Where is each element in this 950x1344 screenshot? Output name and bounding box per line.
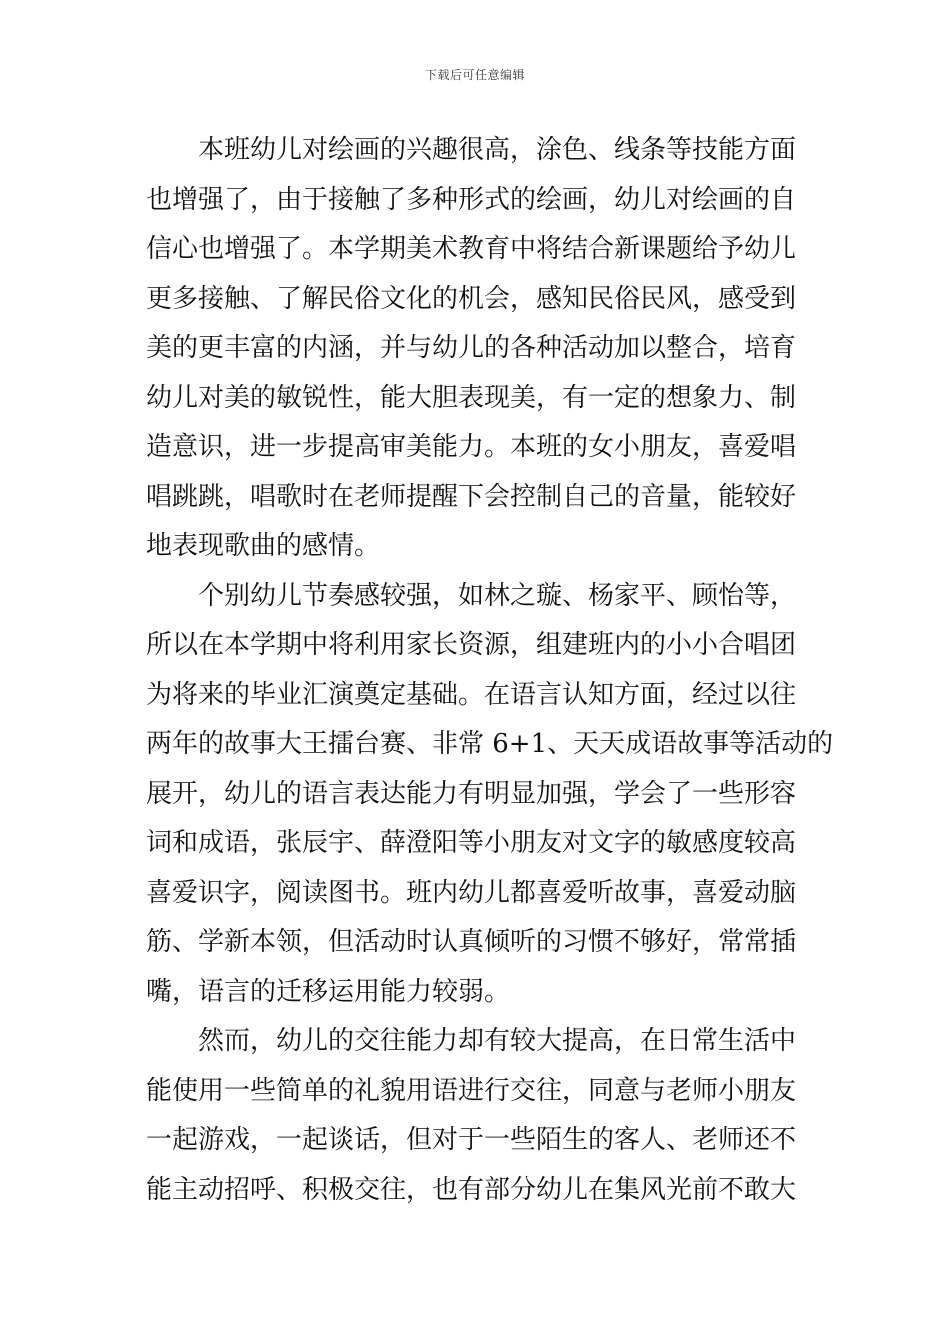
text-line: 嘴，语言的迁移运用能力较弱。 (146, 976, 511, 1007)
text-line: 美的更丰富的内涵，并与幼儿的各种活动加以整合，培育 (146, 333, 797, 363)
text-line: 一起游戏，一起谈话，但对于一些陌生的客人、老师还不 (146, 1125, 797, 1155)
text-line: 两年的故事大王擂台赛、非常 6+1、天天成语故事等活动的 (146, 729, 834, 759)
text-line: 信心也增强了。本学期美术教育中将结合新课题给予幼儿 (146, 234, 797, 264)
paragraph-3 (146, 1017, 806, 1215)
text-line: 本班幼儿对绘画的兴趣很高，涂色、线条等技能方面 (198, 135, 797, 165)
text-line: 更多接触、了解民俗文化的机会，感知民俗民风，感受到 (146, 283, 797, 314)
text-line: 为将来的毕业汇演奠定基础。在语言认知方面，经过以往 (146, 679, 797, 710)
text-line: 能主动招呼、积极交往，也有部分幼儿在集风光前不敢大 (146, 1174, 797, 1205)
text-line: 展开，幼儿的语言表达能力有明显加强，学会了一些形容 (146, 778, 797, 809)
text-line: 筋、学新本领，但活动时认真倾听的习惯不够好，常常插 (146, 927, 797, 957)
text-line: 词和成语，张辰宇、薛澄阳等小朋友对文字的敏感度较高 (146, 828, 797, 858)
text-line: 地表现歌曲的感情。 (146, 531, 381, 561)
page-header: 下载后可任意编辑 (424, 68, 525, 82)
document-body (146, 126, 834, 1215)
text-line: 然而，幼儿的交往能力却有较大提高，在日常生活中 (198, 1026, 797, 1056)
text-line: 喜爱识字，阅读图书。班内幼儿都喜爱听故事，喜爱动脑 (146, 877, 797, 908)
text-line: 造意识，进一步提高审美能力。本班的女小朋友，喜爱唱 (146, 432, 797, 462)
paragraph-2 (146, 572, 834, 1018)
text-line: 能使用一些简单的礼貌用语进行交往，同意与老师小朋友 (146, 1075, 797, 1106)
text-line: 幼儿对美的敏锐性，能大胆表现美，有一定的想象力、制 (146, 382, 797, 413)
text-line: 也增强了，由于接触了多种形式的绘画，幼儿对绘画的自 (146, 184, 797, 215)
text-line: 所以在本学期中将利用家长资源，组建班内的小小合唱团 (146, 630, 797, 660)
text-line: 个别幼儿节奏感较强，如林之璇、杨家平、顾怡等， (198, 580, 797, 611)
text-line: 唱跳跳，唱歌时在老师提醒下会控制自己的音量，能较好 (146, 481, 797, 512)
paragraph-1 (146, 126, 806, 572)
